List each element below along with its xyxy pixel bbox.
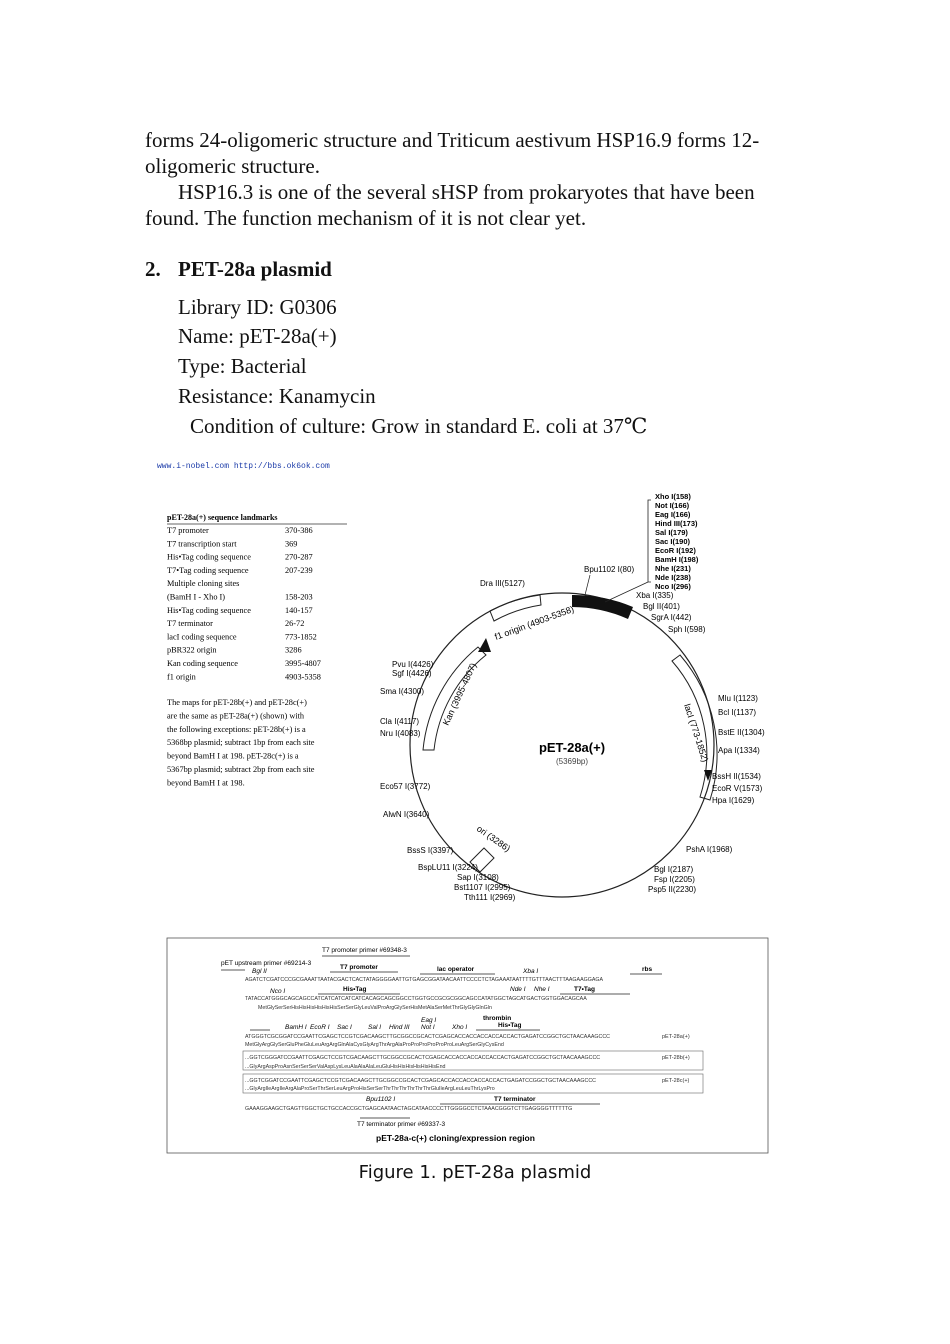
site-fsp: Fsp I(2205)	[654, 875, 695, 884]
kan-arrow	[478, 638, 491, 652]
landmark-range: 158-203	[285, 592, 313, 602]
aa-line-4: ...GlyArgAspProAsnSerSerSerValAspLysLeuAlaAlaAlaLeuGluHisHisHisHisHisHisEnd	[245, 1064, 446, 1070]
landmark-range: 3995-4807	[285, 659, 321, 668]
site-bgl2: Bgl II(401)	[643, 602, 680, 611]
site-bste2: BstE II(1304)	[718, 728, 765, 737]
site-sma: Sma I(4300)	[380, 687, 425, 696]
plasmid-name-label: pET-28a(+)	[538, 740, 606, 755]
landmark-range: 773-1852	[285, 632, 317, 642]
cloning-region-figure	[0, 930, 950, 1160]
seq-line-2: TATACCATGGGCAGCAGCCATCATCATCATCATCACAGCAGCGGCCTGGTGCCGCGCGGCAGCCATATGGCTAGCATGACTGGTGGACAGCAA	[245, 996, 587, 1002]
site-xba: Xba I(335)	[636, 591, 674, 600]
landmark-name: T7 transcription start	[167, 539, 237, 549]
seq-line-5: ...GGTCGGATCCGAATTCGAGCTCCGTCGACAAGCTTGCGGCCGCACTCGAGCACCACCACCACCACCACTGAGATCCGGCTGCTAACAAAGCCC	[245, 1078, 596, 1084]
site-sph: Sph I(598)	[668, 625, 706, 634]
t7tag-label: T7•Tag	[574, 986, 595, 993]
figure-caption: Figure 1. pET-28a plasmid	[358, 1162, 592, 1183]
site-hpa: Hpa I(1629)	[712, 796, 755, 805]
landmarks-title: pET-28a(+) sequence landmarks	[167, 513, 278, 522]
culture-condition: Condition of culture: Grow in standard E. coli at 37℃	[190, 414, 648, 438]
ori-label: ori (3286)	[474, 823, 513, 854]
landmark-name: lacI coding sequence	[167, 632, 237, 642]
note-line: The maps for pET-28b(+) and pET-28c(+)	[167, 698, 307, 707]
landmark-name: (BamH I - Xho I)	[167, 592, 226, 602]
landmark-range: 3286	[285, 645, 302, 655]
bamh-label: BamH I	[285, 1024, 307, 1031]
not-label: Not I	[421, 1024, 435, 1031]
note-line: are the same as pET-28a(+) (shown) with	[167, 711, 305, 721]
landmark-name: Kan coding sequence	[167, 659, 238, 668]
t7-promoter-label: T7 promoter	[340, 964, 378, 971]
note-line: the following exceptions: pET-28b(+) is a	[167, 724, 306, 734]
landmark-range: 370-386	[285, 526, 313, 535]
landmark-name: His•Tag coding sequence	[167, 605, 251, 615]
site-bsss: BssS I(3397)	[407, 846, 454, 855]
aa-line-5: ...GlyArgIleArgIleArgAlaProSerThrSerLeuArgProHisSerSerThrThrThrThrThrThrGluIleArgLeuLeuThrLysPro	[245, 1086, 495, 1092]
site-bssh2: BssH II(1534)	[712, 772, 761, 781]
label-28a: pET-28a(+)	[662, 1034, 690, 1040]
mcs-site: Eag I(166)	[655, 510, 691, 519]
kan-label: Kan (3995-4807)	[440, 661, 479, 727]
mcs-site: Not I(166)	[655, 501, 690, 510]
landmark-name: T7 terminator	[167, 619, 213, 629]
nde-label: Nde I	[510, 986, 526, 993]
site-bgl1: Bgl I(2187)	[654, 865, 694, 874]
note-line: beyond BamH I at 198. pET-28c(+) is a	[167, 751, 299, 761]
site-mlu: Mlu I(1123)	[718, 694, 758, 703]
landmark-name: His•Tag coding sequence	[167, 552, 251, 562]
eag-label: Eag I	[421, 1017, 437, 1024]
mcs-site: Sac I(190)	[655, 537, 691, 546]
site-bcl: Bcl I(1137)	[718, 708, 757, 717]
upstream-primer: pET upstream primer #69214-3	[221, 960, 312, 967]
lac-operator-label: lac operator	[437, 966, 475, 973]
body-line: HSP16.3 is one of the several sHSP from prokaryotes that have been	[178, 180, 755, 204]
landmark-range: 26-72	[285, 619, 305, 629]
f1-origin-label: f1 origin (4903-5358)	[493, 603, 576, 642]
landmark-range: 369	[285, 539, 298, 549]
url-header: www.i-nobel.com http://bbs.ok6ok.com	[157, 462, 330, 471]
hind-label: Hind III	[389, 1024, 410, 1031]
site-psha: PshA I(1968)	[686, 845, 733, 854]
thrombin-label: thrombin	[483, 1015, 512, 1022]
label-28c: pET-28c(+)	[662, 1078, 690, 1084]
mcs-site: BamH I(198)	[655, 555, 699, 564]
plasmid-name: Name: pET-28a(+)	[178, 324, 337, 348]
rbs-label: rbs	[642, 966, 653, 973]
landmark-name: Multiple cloning sites	[167, 579, 240, 589]
landmark-name: f1 origin	[167, 672, 196, 682]
histag2-label: His•Tag	[498, 1022, 522, 1029]
mcs-site: Sal I(179)	[655, 528, 688, 537]
aa-line-3: MetGlyArgGlySerGluPheGluLeuArgArgGlnAlaCysGlyArgThrArgAlaProProProProProProLeuArgSerGlyCysEnd	[245, 1042, 504, 1048]
landmarks-table	[167, 526, 321, 681]
region-title: pET-28a-c(+) cloning/expression region	[376, 1133, 535, 1143]
histag-label: His•Tag	[343, 986, 367, 993]
site-cla: Cla I(4117)	[380, 717, 419, 726]
t7-terminator-primer: T7 terminator primer #69337-3	[357, 1121, 446, 1128]
body-line: oligomeric structure.	[145, 154, 320, 178]
mcs-site: EcoR I(192)	[655, 546, 696, 555]
sac-label: Sac I	[337, 1024, 352, 1031]
seq-line-6: GAAAGGAAGCTGAGTTGGCTGCTGCCACCGCTGAGCAATAACTAGCATAACCCCTTGGGGCCTCTAAACGGGTCTTGAGGGGTTTTTTG	[245, 1106, 573, 1112]
t7-promoter-primer: T7 promoter primer #69348-3	[322, 947, 407, 954]
landmark-range: 140-157	[285, 605, 313, 615]
seq-line-4: ...GGTCGGGATCCGAATTCGAGCTCCGTCGACAAGCTTGCGGCCGCACTCGAGCACCACCACCACCACCACTGAGATCCGGCTGCTAACAAAGCCC	[245, 1055, 601, 1061]
mcs-site: Nde I(238)	[655, 573, 691, 582]
seq-line-3: ATGGGTCGCGGATCCGAATTCGAGCTCCGTCGACAAGCTTGCGGCCGCACTCGAGCACCACCACCACCACCACTGAGATCCGGCTGCTAACAAAGCCC	[245, 1034, 611, 1040]
note-line: 5368bp plasmid; subtract 1bp from each site	[167, 738, 315, 748]
mcs-site: Nco I(296)	[655, 582, 691, 591]
landmark-range: 207-239	[285, 565, 313, 575]
bgl2-label: Bgl II	[252, 968, 267, 975]
site-bpu1102: Bpu1102 I(80)	[584, 565, 635, 574]
nco-label: Nco I	[270, 988, 286, 995]
landmark-name: pBR322 origin	[167, 645, 217, 655]
plasmid-size-label: (5369bp)	[555, 757, 589, 766]
maps-note	[167, 698, 315, 787]
mcs-site: Hind III(173)	[655, 519, 698, 528]
site-ecorv: EcoR V(1573)	[712, 784, 763, 793]
bpu1102-label: Bpu1102 I	[366, 1096, 396, 1103]
landmark-name: T7 promoter	[167, 526, 209, 535]
ecor-label: EcoR I	[310, 1024, 330, 1031]
resistance: Resistance: Kanamycin	[178, 384, 376, 408]
plasmid-type: Type: Bacterial	[178, 354, 307, 378]
t7-terminator-label: T7 terminator	[494, 1096, 536, 1103]
note-line: 5367bp plasmid; subtract 2bp from each site	[167, 765, 315, 774]
body-line: forms 24-oligomeric structure and Triticum aestivum HSP16.9 forms 12-	[145, 128, 760, 152]
site-sgf: Sgf I(4426)	[392, 669, 432, 678]
mcs-site: Nhe I(231)	[655, 564, 691, 573]
laci-label: lacI (773-1852)	[682, 702, 711, 764]
site-eco57: Eco57 I(3772)	[380, 782, 431, 791]
landmark-name: T7•Tag coding sequence	[167, 565, 249, 575]
label-28b: pET-28b(+)	[662, 1055, 690, 1061]
site-alwn: AlwN I(3640)	[383, 810, 430, 819]
seq-line-1: AGATCTCGATCCCGCGAAATTAATACGACTCACTATAGGGGAATTGTGAGCGGATAACAATTCCCCTCTAGAAATAATTTTGTTTAACTTTAAGAAGGAGA	[245, 977, 604, 983]
section-number: 2.	[145, 257, 161, 281]
landmark-range: 270-287	[285, 552, 313, 562]
mcs-site: Xho I(158)	[655, 492, 691, 501]
landmark-range: 4903-5358	[285, 672, 321, 682]
section-title: PET-28a plasmid	[178, 257, 332, 281]
site-sgra: SgrA I(442)	[651, 613, 692, 622]
site-nru: Nru I(4083)	[380, 729, 421, 738]
site-sap: Sap I(3108)	[457, 873, 499, 882]
site-pvu: Pvu I(4426)	[392, 660, 434, 669]
xba-label: Xba I	[523, 968, 539, 975]
library-id: Library ID: G0306	[178, 295, 337, 319]
xho-label: Xho I	[452, 1024, 468, 1031]
site-psp5: Psp5 II(2230)	[648, 885, 697, 894]
site-bsplu11: BspLU11 I(3224)	[418, 863, 478, 872]
aa-line-2: MetGlySerSerHisHisHisHisHisHisSerSerGlyLeuValProArgGlySerHisMetAlaSerMetThrGlyGlyGlnGln	[258, 1005, 492, 1011]
note-line: beyond BamH I at 198.	[167, 778, 245, 788]
mcs-sites-list	[655, 492, 699, 591]
nhe-label: Nhe I	[534, 986, 550, 993]
site-bst1107: Bst1107 I(2995)	[454, 883, 511, 892]
mcs-block	[572, 595, 633, 619]
mcs-bracket	[648, 500, 651, 582]
plasmid-map-figure	[0, 450, 950, 930]
site-apa: Apa I(1334)	[718, 746, 760, 755]
site-tth111: Tth111 I(2969)	[464, 893, 516, 902]
body-line: found. The function mechanism of it is not clear yet.	[145, 206, 587, 230]
sal-label: Sal I	[368, 1024, 382, 1031]
site-dra3: Dra III(5127)	[480, 579, 525, 588]
